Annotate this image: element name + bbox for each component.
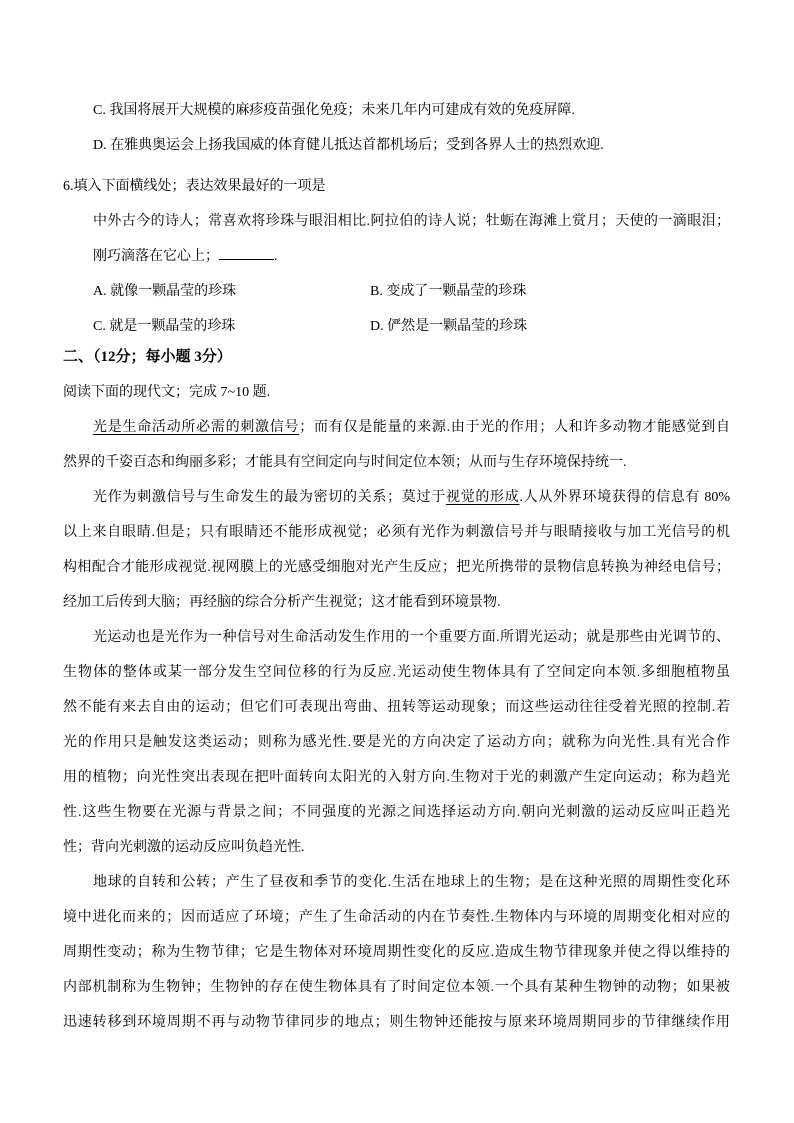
q6-stem-line-2-period: . (274, 249, 278, 264)
passage-para-3-line-5: 用的植物；向光性突出表现在把叶面转向太阳光的入射方向.生物对于光的刺激产生定向运动；称为趋光 (63, 770, 730, 785)
q6-option-d: D. 俨然是一颗晶莹的珍珠 (370, 319, 528, 334)
passage-para-2-line-1 (63, 480, 730, 515)
q6-option-b: B. 变成了一颗晶莹的珍珠 (370, 284, 527, 299)
q6-choices-row-1 (63, 274, 730, 309)
passage-para-3-line-7: 性；背向光刺激的运动反应叫负趋光性. (63, 840, 305, 855)
reading-instruction: 阅读下面的现代文；完成 7~10 题. (63, 385, 271, 400)
q6-stem-line-2 (63, 239, 730, 274)
q6-stem-line-1: 中外古今的诗人；常喜欢将珍珠与眼泪相比.阿拉伯的诗人说；牡蛎在海滩上赏月；天使的一滴眼泪； (93, 214, 730, 229)
para-2-line-1-after: .人从外界环境获得的信息有 80% (519, 490, 730, 505)
passage-para-1-line-1 (63, 410, 730, 445)
passage-para-1-line-2: 然界的千姿百态和绚丽多彩；才能具有空间定向与时间定位本领；从而与生存环境保持统一. (63, 455, 627, 470)
para-2-line-1-before: 光作为刺激信号与生命发生的最为密切的关系；莫过于 (93, 490, 446, 505)
passage-para-3-line-3: 然不能有来去自由的运动；但它们可表现出弯曲、扭转等运动现象；而这些运动往往受着光照的控制.若 (63, 700, 730, 715)
passage-para-4-line-1: 地球的自转和公转；产生了昼夜和季节的变化.生活在地球上的生物；是在这种光照的周期性变化环 (93, 875, 730, 890)
passage-para-3-line-4: 光的作用只是触发这类运动；则称为感光性.要是光的方向决定了运动方向；就称为向光性.具有光合作 (63, 735, 730, 750)
passage-para-3-line-6: 性.这些生物要在光源与背景之间；不同强度的光源之间选择运动方向.朝向光刺激的运动反应叫正趋光 (63, 805, 730, 820)
passage-para-2-line-3: 构相配合才能形成视觉.视网膜上的光感受细胞对光产生反应；把光所携带的景物信息转换为神经电信号； (63, 560, 730, 575)
para-1-line-1-rest: ；而有仅是能量的来源.由于光的作用；人和许多动物才能感觉到自 (299, 420, 730, 435)
passage-para-3-line-1: 光运动也是光作为一种信号对生命活动发生作用的一个重要方面.所谓光运动；就是那些由光调节的、 (93, 630, 730, 645)
underlined-phrase-2: 视觉的形成 (445, 490, 520, 505)
passage-para-2-line-4: 经加工后传到大脑；再经脑的综合分析产生视觉；这才能看到环境景物. (63, 595, 501, 610)
q6-choices-row-2 (63, 309, 730, 344)
q6-option-a: A. 就像一颗晶莹的珍珠 (93, 284, 237, 299)
q6-stem-line-2-text: 刚巧滴落在它心上； (93, 249, 219, 264)
q6-prompt: 6.填入下面横线处；表达效果最好的一项是 (63, 179, 326, 194)
q5-option-d-line: D. 在雅典奥运会上扬我国威的体育健儿抵达首都机场后；受到各界人士的热烈欢迎. (93, 138, 604, 153)
passage-para-3-line-2: 生物体的整体或某一部分发生空间位移的行为反应.光运动使生物体具有了空间定向本领.多细胞植物虽 (63, 665, 730, 680)
passage-para-4-line-3: 周期性变动；称为生物节律；它是生物体对环境周期性变化的反应.造成生物节律现象并使之得以维持的 (63, 945, 730, 960)
passage-para-4-line-2: 境中进化而来的；因而适应了环境；产生了生命活动的内在节奏性.生物体内与环境的周期变化相对应的 (63, 910, 730, 925)
q6-option-c: C. 就是一颗晶莹的珍珠 (93, 319, 236, 334)
passage-para-2-line-2: 以上来自眼睛.但是；只有眼睛还不能形成视觉；必须有光作为刺激信号并与眼睛接收与加工光信号的机 (63, 525, 730, 540)
passage-para-4-line-5: 迅速转移到环境周期不再与动物节律同步的地点；则生物钟还能按与原来环境周期同步的节律继续作用 (63, 1015, 730, 1030)
q5-option-c-line: C. 我国将展开大规模的麻疹疫苗强化免疫；未来几年内可建成有效的免疫屏障. (93, 103, 575, 118)
underlined-phrase-1: 光是生命活动所必需的刺激信号 (93, 420, 300, 435)
passage-para-4-line-4: 内部机制称为生物钟；生物钟的存在使生物体具有了时间定位本领.一个具有某种生物钟的动物；如果被 (63, 980, 730, 995)
section-2-heading: 二、（12分；每小题 3分） (63, 349, 232, 365)
fill-in-blank-line (219, 245, 274, 260)
